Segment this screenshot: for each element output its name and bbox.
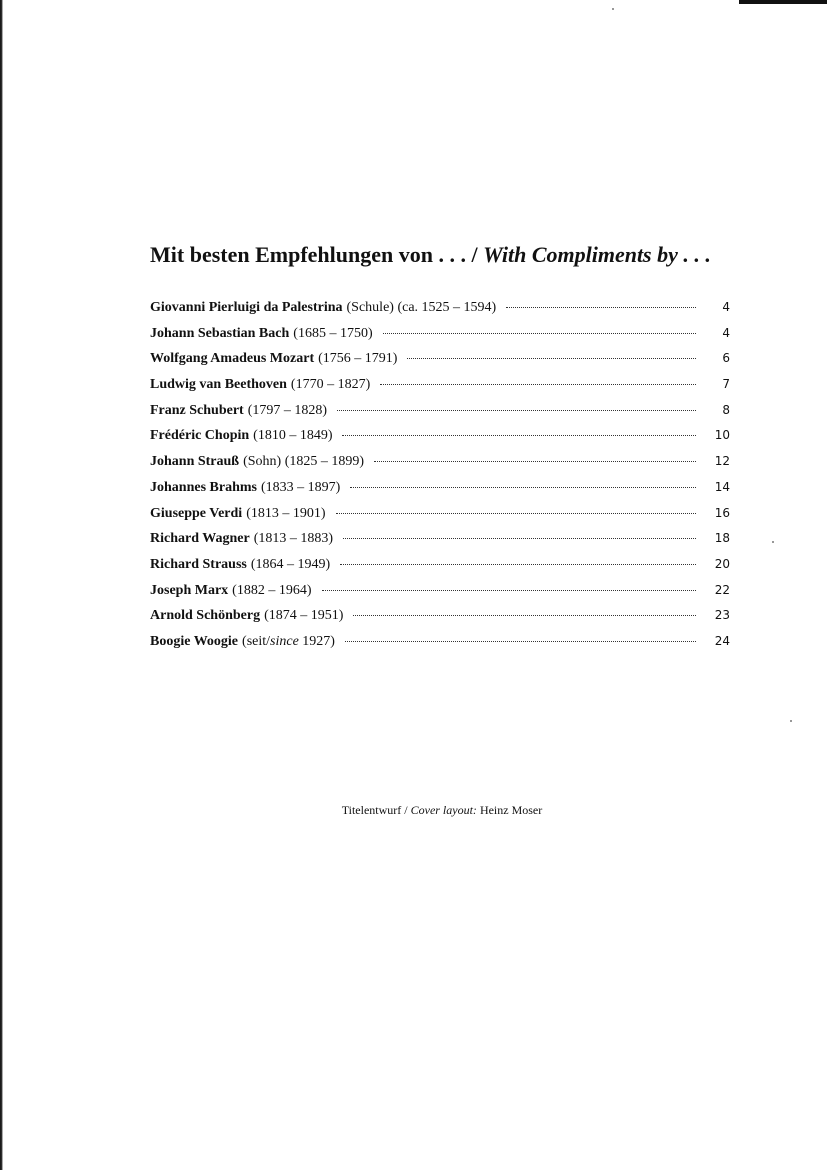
composer-dates: (1813 – 1883) <box>253 531 334 547</box>
toc-entry-brahms[interactable] <box>150 480 730 506</box>
composer-name: Giuseppe Verdi <box>150 505 243 521</box>
scan-edge-left <box>0 0 3 1170</box>
page-number: 20 <box>714 556 730 571</box>
title-separator: / <box>465 242 484 267</box>
page-number: 24 <box>714 633 730 648</box>
dates-suffix: 1927) <box>298 633 335 649</box>
toc-entry-bach[interactable] <box>150 326 730 352</box>
composer-dates <box>242 634 335 650</box>
page-number: 4 <box>722 300 730 314</box>
credit-english: Cover layout: <box>410 803 477 817</box>
dot-leader <box>340 564 696 565</box>
scan-speck <box>790 720 792 722</box>
dot-leader <box>343 538 696 539</box>
page-number: 23 <box>714 608 730 623</box>
composer-name: Boogie Woogie <box>150 633 239 649</box>
dot-leader <box>350 487 696 488</box>
page-number: 22 <box>714 582 730 597</box>
composer-name: Franz Schubert <box>150 402 244 418</box>
composer-dates: (Schule) (ca. 1525 – 1594) <box>346 300 497 315</box>
dot-leader <box>336 513 696 514</box>
composer-name: Richard Strauss <box>150 556 247 572</box>
dates-italic: since <box>270 633 299 649</box>
page-number: 6 <box>722 351 730 366</box>
toc-entry-marx[interactable] <box>150 583 730 609</box>
page-number: 8 <box>722 402 730 417</box>
page-number: 14 <box>714 479 730 494</box>
composer-name: Wolfgang Amadeus Mozart <box>150 351 315 367</box>
dot-leader <box>337 410 696 411</box>
page-number: 7 <box>722 377 730 392</box>
dot-leader <box>506 307 696 308</box>
page-number: 4 <box>722 325 730 340</box>
page-title <box>150 240 740 270</box>
cover-credit <box>0 803 827 818</box>
composer-dates: (1756 – 1791) <box>318 351 398 367</box>
composer-name: Richard Wagner <box>150 531 250 547</box>
dot-leader <box>407 358 696 359</box>
composer-dates: (1813 – 1901) <box>246 505 326 521</box>
toc-entry-wagner[interactable] <box>150 531 730 557</box>
toc-entry-strauss-sohn[interactable] <box>150 454 730 480</box>
credit-name: Heinz Moser <box>476 803 543 817</box>
composer-name: Johann Sebastian Bach <box>150 325 290 341</box>
toc-entry-beethoven[interactable] <box>150 377 730 403</box>
toc-entry-boogie-woogie[interactable] <box>150 634 730 660</box>
composer-dates: (1874 – 1951) <box>264 608 344 624</box>
composer-dates: (1685 – 1750) <box>293 325 373 341</box>
dot-leader <box>322 590 697 591</box>
toc-entry-schubert[interactable] <box>150 403 730 429</box>
dot-leader <box>383 333 696 334</box>
dot-leader <box>353 615 696 616</box>
toc-entry-richard-strauss[interactable] <box>150 557 730 583</box>
composer-dates: (1770 – 1827) <box>290 377 371 393</box>
toc-entry-mozart[interactable] <box>150 351 730 377</box>
composer-name: Giovanni Pierluigi da Palestrina <box>150 300 343 315</box>
scan-edge-top <box>739 0 827 4</box>
title-german: Mit besten Empfehlungen von . . . <box>150 242 466 267</box>
composer-dates: (1810 – 1849) <box>253 428 333 444</box>
composer-name: Johannes Brahms <box>150 479 257 495</box>
composer-name: Johann Strauß <box>150 454 240 470</box>
composer-dates: (Sohn) (1825 – 1899) <box>243 454 365 470</box>
credit-german: Titelentwurf / <box>341 803 411 817</box>
composer-dates: (1882 – 1964) <box>232 582 312 598</box>
page-number: 12 <box>714 454 730 469</box>
toc-entry-verdi[interactable] <box>150 506 730 532</box>
composer-name: Ludwig van Beethoven <box>150 377 287 393</box>
composer-name: Frédéric Chopin <box>150 428 250 444</box>
toc-entry-schoenberg[interactable] <box>150 608 730 634</box>
page-number: 16 <box>714 505 730 520</box>
composer-dates: (1833 – 1897) <box>260 479 341 495</box>
dot-leader <box>345 641 696 642</box>
scan-speck <box>772 541 774 543</box>
composer-name: Arnold Schönberg <box>150 608 261 624</box>
toc-entry-chopin[interactable] <box>150 428 730 454</box>
composer-dates: (1797 – 1828) <box>247 402 328 418</box>
dates-prefix: (seit/ <box>242 633 271 649</box>
composer-name: Joseph Marx <box>150 582 229 598</box>
title-english: With Compliments by . . . <box>483 242 711 267</box>
scan-speck <box>612 8 614 10</box>
page-number: 18 <box>714 531 730 546</box>
toc-entry-palestrina[interactable] <box>150 300 730 326</box>
dot-leader <box>380 384 696 385</box>
composer-dates: (1864 – 1949) <box>250 556 331 572</box>
dot-leader <box>374 461 696 462</box>
page-number: 10 <box>714 428 730 443</box>
dot-leader <box>342 435 696 436</box>
table-of-contents <box>150 300 730 660</box>
